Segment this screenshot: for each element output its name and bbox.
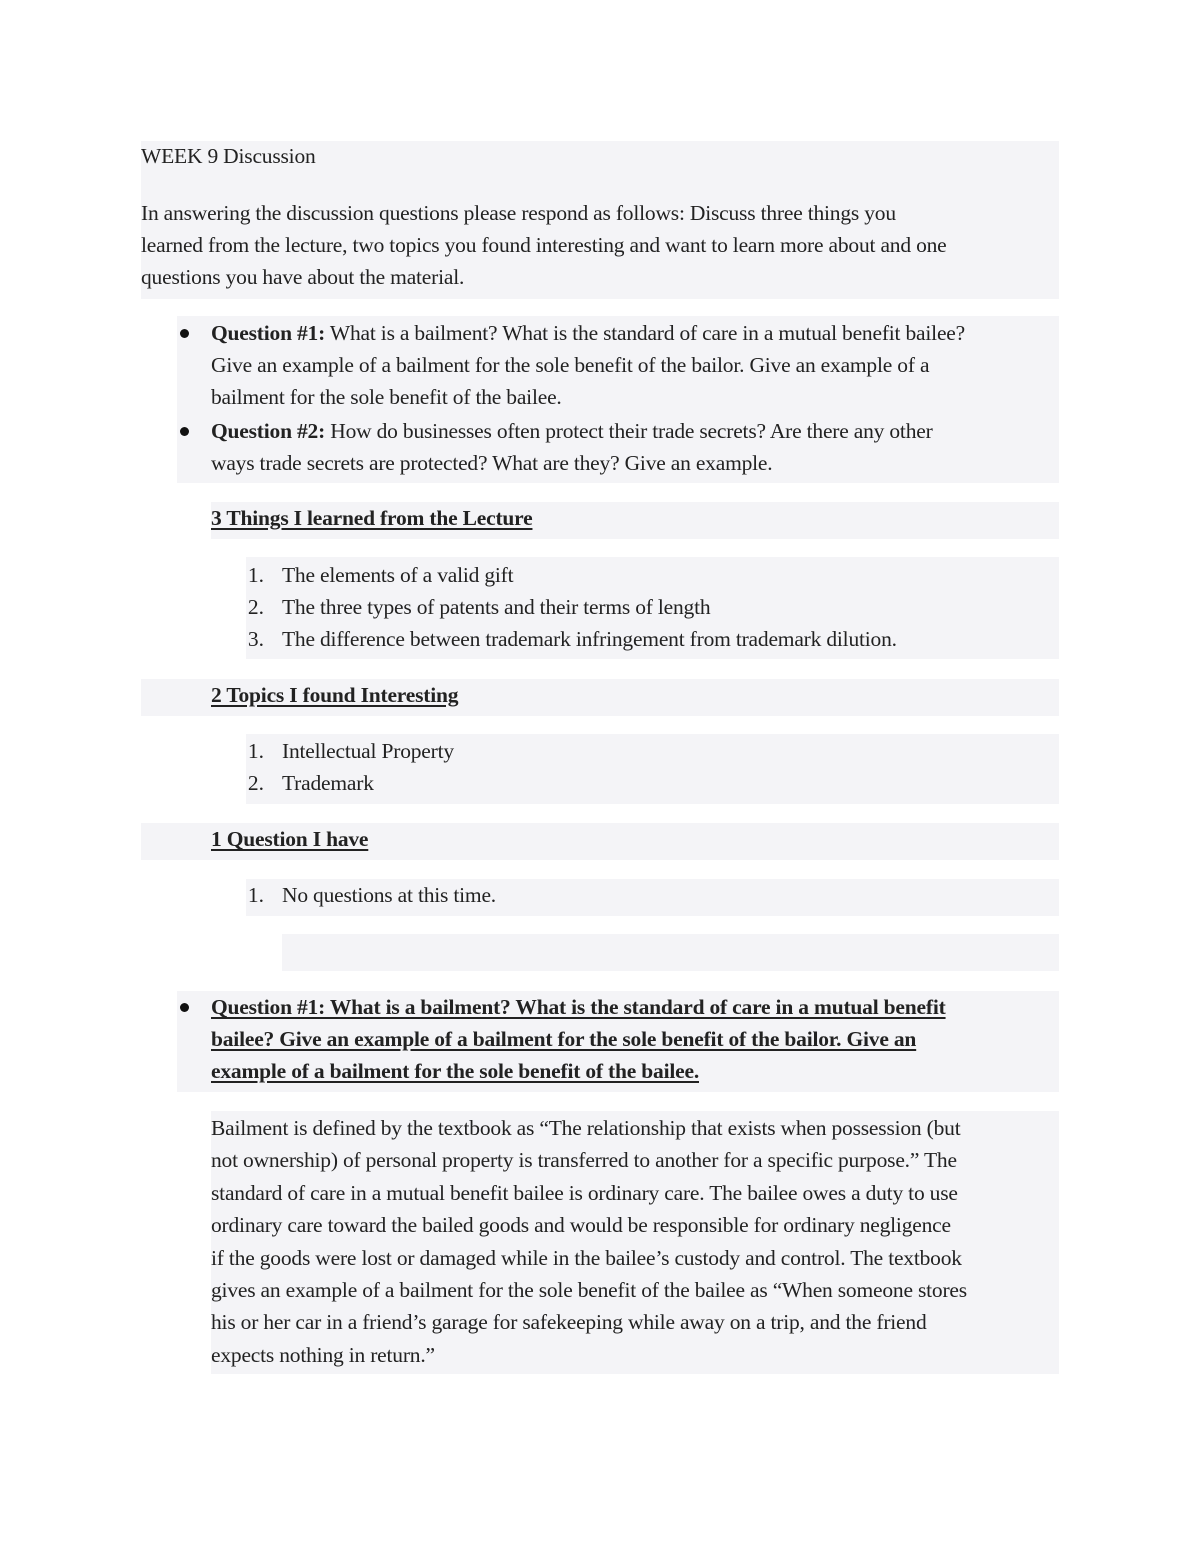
question-2-line: ways trade secrets are protected? What are they? Give an example. (211, 451, 773, 475)
answer-body-line: his or her car in a friend’s garage for safekeeping while away on a trip, and the friend (211, 1310, 927, 1335)
answer-body-line: expects nothing in return.” (211, 1342, 435, 1367)
learned-item: The elements of a valid gift (282, 563, 514, 587)
bullet-icon (180, 329, 189, 338)
learned-item: The difference between trademark infringement from trademark dilution. (282, 627, 897, 651)
question-1-text: What is a bailment? What is the standard of care in a mutual benefit bailee? (325, 321, 965, 345)
answer-body-line: not ownership) of personal property is transferred to another for a specific purpose.” The (211, 1148, 957, 1173)
page-title: WEEK 9 Discussion (141, 144, 316, 168)
instructions-line: questions you have about the material. (141, 265, 465, 289)
interesting-heading: 2 Topics I found Interesting (211, 683, 459, 707)
list-number: 1. (247, 883, 264, 907)
answer-body-line: Bailment is defined by the textbook as “The relationship that exists when possession (but (211, 1116, 961, 1140)
question-2-text: How do businesses often protect their trade secrets? Are there any other (325, 419, 933, 443)
question-1-line (211, 317, 965, 349)
question-heading: 1 Question I have (211, 827, 369, 851)
interesting-item: Trademark (282, 771, 374, 795)
bullet-icon (180, 427, 189, 436)
answer-body-line: if the goods were lost or damaged while in the bailee’s custody and control. The textbook (211, 1245, 962, 1270)
answer-body-line: gives an example of a bailment for the sole benefit of the bailee as “When someone stores (211, 1278, 967, 1303)
answer-heading-line: example of a bailment for the sole benefit of the bailee. (211, 1059, 699, 1083)
question-item: No questions at this time. (282, 883, 496, 907)
question-2-label: Question #2: (211, 419, 326, 443)
list-number: 2. (247, 771, 264, 795)
question-1-label: Question #1: (211, 321, 326, 345)
instructions-line: In answering the discussion questions please respond as follows: Discuss three things you (141, 201, 896, 225)
list-number: 1. (247, 563, 264, 587)
answer-body-line: ordinary care toward the bailed goods and would be responsible for ordinary negligence (211, 1213, 951, 1238)
empty-block (282, 934, 1059, 971)
interesting-item: Intellectual Property (282, 739, 454, 763)
answer-heading-line: bailee? Give an example of a bailment for the sole benefit of the bailor. Give an (211, 1027, 917, 1051)
learned-heading: 3 Things I learned from the Lecture (211, 506, 533, 530)
question-1-line: bailment for the sole benefit of the bailee. (211, 385, 562, 409)
answer-body-line: standard of care in a mutual benefit bailee is ordinary care. The bailee owes a duty to use (211, 1180, 958, 1205)
answer-body (211, 1112, 967, 1371)
answer-heading-line: Question #1: What is a bailment? What is the standard of care in a mutual benefit (211, 995, 946, 1019)
bullet-icon (180, 1003, 189, 1012)
question-2-line (211, 415, 933, 447)
learned-item: The three types of patents and their terms of length (282, 595, 711, 619)
list-number: 2. (247, 595, 264, 619)
list-number: 1. (247, 739, 264, 763)
question-1-line: Give an example of a bailment for the sole benefit of the bailor. Give an example of a (211, 353, 930, 377)
list-number: 3. (247, 627, 264, 651)
instructions-line: learned from the lecture, two topics you found interesting and want to learn more about and one (141, 233, 947, 257)
